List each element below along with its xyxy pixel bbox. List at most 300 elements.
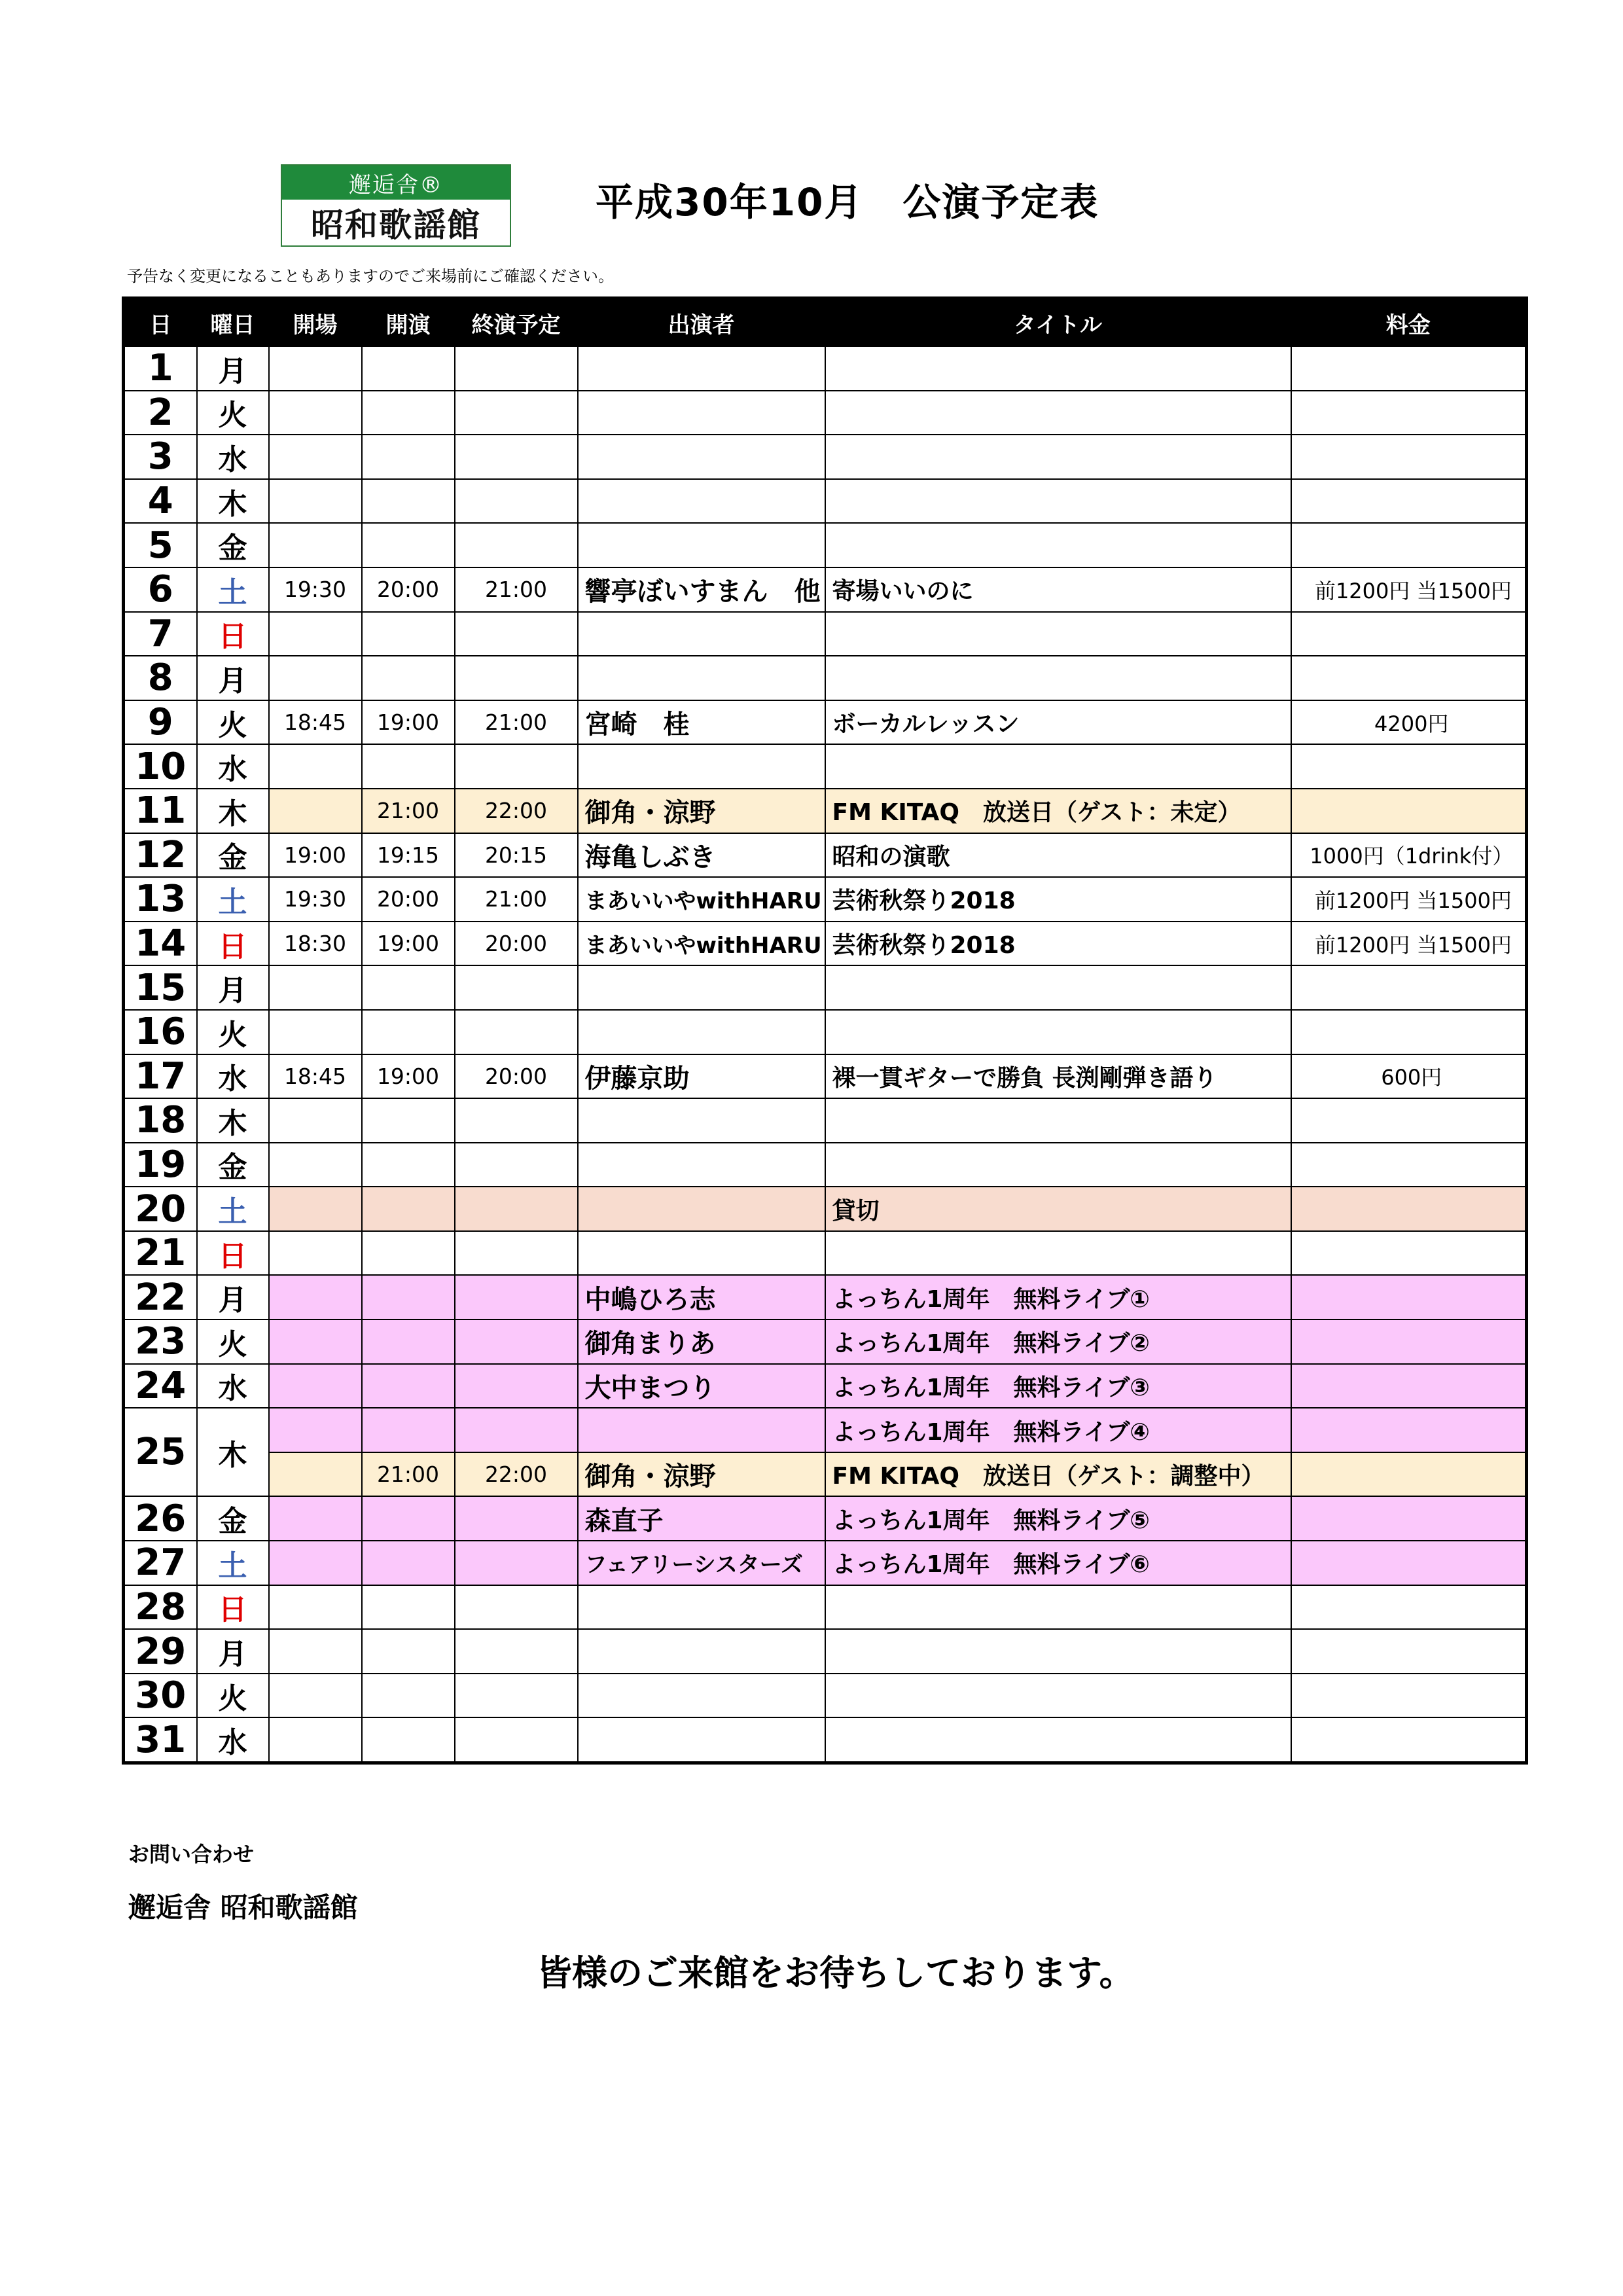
day-cell: 5 <box>124 523 197 567</box>
day-cell: 19 <box>124 1143 197 1187</box>
doors-cell: 19:00 <box>269 833 362 878</box>
fee-cell <box>1291 1319 1527 1364</box>
weekday-cell: 日 <box>197 922 269 966</box>
fee-cell <box>1291 1674 1527 1718</box>
table-row <box>124 789 1527 833</box>
weekday-cell: 月 <box>197 656 269 700</box>
day-cell: 2 <box>124 391 197 435</box>
day-cell: 31 <box>124 1717 197 1763</box>
start-cell <box>362 1010 455 1054</box>
doors-cell <box>269 1319 362 1364</box>
weekday-cell: 火 <box>197 700 269 745</box>
performer-cell: 宮崎 桂 <box>578 700 825 745</box>
day-cell: 6 <box>124 567 197 612</box>
fee-cell <box>1291 346 1527 391</box>
table-row <box>124 965 1527 1010</box>
day-cell: 20 <box>124 1187 197 1231</box>
start-cell <box>362 1275 455 1319</box>
end-cell: 20:00 <box>455 922 578 966</box>
start-cell <box>362 1231 455 1276</box>
doors-cell <box>269 435 362 479</box>
weekday-cell: 水 <box>197 435 269 479</box>
title-cell: 昭和の演歌 <box>825 833 1291 878</box>
doors-cell <box>269 1408 362 1452</box>
col-header-weekday: 曜日 <box>197 298 269 347</box>
closing-message: 皆様のご来館をお待ちしております。 <box>537 1952 1135 1994</box>
col-header-day: 日 <box>124 298 197 347</box>
weekday-cell: 水 <box>197 1364 269 1408</box>
contact-label: お問い合わせ <box>128 1842 255 1867</box>
table-row <box>124 435 1527 479</box>
end-cell <box>455 1275 578 1319</box>
table-row <box>124 1496 1527 1541</box>
start-cell: 19:00 <box>362 922 455 966</box>
change-notice: 予告なく変更になることもありますのでご来場前にご確認ください。 <box>127 267 614 285</box>
fee-cell <box>1291 479 1527 524</box>
start-cell <box>362 656 455 700</box>
performer-cell <box>578 435 825 479</box>
start-cell <box>362 1585 455 1630</box>
logo-top-text: 邂逅舎® <box>282 166 510 200</box>
table-row <box>124 1275 1527 1319</box>
table-row <box>124 1452 1527 1497</box>
end-cell: 21:00 <box>455 700 578 745</box>
end-cell <box>455 346 578 391</box>
title-cell <box>825 479 1291 524</box>
title-cell <box>825 612 1291 656</box>
doors-cell <box>269 1231 362 1276</box>
doors-cell <box>269 1364 362 1408</box>
table-row <box>124 1629 1527 1674</box>
doors-cell: 18:45 <box>269 1054 362 1099</box>
performer-cell: 中嶋ひろ志 <box>578 1275 825 1319</box>
end-cell <box>455 744 578 789</box>
start-cell <box>362 1717 455 1763</box>
start-cell: 20:00 <box>362 567 455 612</box>
title-cell <box>825 391 1291 435</box>
table-row <box>124 1364 1527 1408</box>
fee-cell <box>1291 744 1527 789</box>
title-cell: 裸一貫ギターで勝負 長渕剛弾き語り <box>825 1054 1291 1099</box>
start-cell <box>362 1187 455 1231</box>
start-cell <box>362 1364 455 1408</box>
performer-cell <box>578 479 825 524</box>
performer-cell <box>578 965 825 1010</box>
performer-cell <box>578 1143 825 1187</box>
doors-cell <box>269 965 362 1010</box>
schedule-table <box>122 296 1528 1765</box>
performer-cell <box>578 1717 825 1763</box>
end-cell <box>455 965 578 1010</box>
end-cell: 22:00 <box>455 1452 578 1497</box>
fee-cell: 4200円 <box>1291 700 1527 745</box>
doors-cell <box>269 1275 362 1319</box>
start-cell <box>362 479 455 524</box>
end-cell: 22:00 <box>455 789 578 833</box>
start-cell <box>362 1143 455 1187</box>
doors-cell: 18:30 <box>269 922 362 966</box>
weekday-cell: 金 <box>197 833 269 878</box>
doors-cell <box>269 612 362 656</box>
doors-cell <box>269 1629 362 1674</box>
table-row <box>124 1585 1527 1630</box>
end-cell <box>455 1098 578 1143</box>
fee-cell: 前1200円 当1500円 <box>1291 922 1527 966</box>
day-cell: 8 <box>124 656 197 700</box>
title-cell <box>825 1231 1291 1276</box>
end-cell <box>455 1629 578 1674</box>
table-row <box>124 877 1527 922</box>
end-cell <box>455 1408 578 1452</box>
performer-cell <box>578 1408 825 1452</box>
title-cell: よっちん1周年 無料ライブ⑤ <box>825 1496 1291 1541</box>
weekday-cell: 月 <box>197 1629 269 1674</box>
table-row <box>124 1054 1527 1099</box>
doors-cell <box>269 1187 362 1231</box>
weekday-cell: 土 <box>197 877 269 922</box>
doors-cell <box>269 1541 362 1585</box>
weekday-cell: 金 <box>197 1143 269 1187</box>
table-row <box>124 1717 1527 1763</box>
fee-cell <box>1291 789 1527 833</box>
start-cell <box>362 1098 455 1143</box>
weekday-cell: 木 <box>197 1408 269 1496</box>
performer-cell: 御角・涼野 <box>578 789 825 833</box>
table-row <box>124 922 1527 966</box>
end-cell <box>455 479 578 524</box>
performer-cell: 海亀しぶき <box>578 833 825 878</box>
day-cell: 14 <box>124 922 197 966</box>
weekday-cell: 水 <box>197 1054 269 1099</box>
title-cell: 貸切 <box>825 1187 1291 1231</box>
title-cell <box>825 656 1291 700</box>
col-header-title: タイトル <box>825 298 1291 347</box>
table-row <box>124 1010 1527 1054</box>
performer-cell <box>578 391 825 435</box>
end-cell <box>455 1143 578 1187</box>
col-header-performer: 出演者 <box>578 298 825 347</box>
fee-cell <box>1291 1231 1527 1276</box>
end-cell <box>455 656 578 700</box>
weekday-cell: 火 <box>197 1010 269 1054</box>
fee-cell <box>1291 612 1527 656</box>
start-cell <box>362 1496 455 1541</box>
title-cell <box>825 1629 1291 1674</box>
end-cell <box>455 1231 578 1276</box>
end-cell <box>455 1319 578 1364</box>
day-cell: 27 <box>124 1541 197 1585</box>
doors-cell <box>269 1717 362 1763</box>
start-cell: 20:00 <box>362 877 455 922</box>
title-cell <box>825 435 1291 479</box>
title-cell <box>825 965 1291 1010</box>
performer-cell <box>578 612 825 656</box>
end-cell <box>455 1717 578 1763</box>
title-cell: よっちん1周年 無料ライブ① <box>825 1275 1291 1319</box>
doors-cell <box>269 744 362 789</box>
end-cell <box>455 1364 578 1408</box>
day-cell: 11 <box>124 789 197 833</box>
title-cell <box>825 523 1291 567</box>
performer-cell: まあいいやwithHARU <box>578 922 825 966</box>
doors-cell <box>269 1010 362 1054</box>
end-cell <box>455 523 578 567</box>
title-cell: ボーカルレッスン <box>825 700 1291 745</box>
performer-cell <box>578 1010 825 1054</box>
end-cell <box>455 435 578 479</box>
weekday-cell: 金 <box>197 523 269 567</box>
day-cell: 18 <box>124 1098 197 1143</box>
performer-cell: まあいいやwithHARU <box>578 877 825 922</box>
fee-cell <box>1291 656 1527 700</box>
end-cell <box>455 1496 578 1541</box>
doors-cell <box>269 346 362 391</box>
logo-bottom-text: 昭和歌謡館 <box>311 206 481 244</box>
table-row <box>124 1674 1527 1718</box>
performer-cell <box>578 744 825 789</box>
performer-cell: 森直子 <box>578 1496 825 1541</box>
performer-cell: 御角・涼野 <box>578 1452 825 1497</box>
day-cell: 25 <box>124 1408 197 1496</box>
end-cell <box>455 1674 578 1718</box>
performer-cell <box>578 1187 825 1231</box>
day-cell: 7 <box>124 612 197 656</box>
doors-cell <box>269 523 362 567</box>
fee-cell <box>1291 391 1527 435</box>
end-cell <box>455 612 578 656</box>
start-cell: 19:15 <box>362 833 455 878</box>
page-title: 平成30年10月 公演予定表 <box>596 180 1099 224</box>
performer-cell: 御角まりあ <box>578 1319 825 1364</box>
doors-cell: 19:30 <box>269 567 362 612</box>
weekday-cell: 水 <box>197 744 269 789</box>
day-cell: 28 <box>124 1585 197 1630</box>
weekday-cell: 木 <box>197 479 269 524</box>
doors-cell <box>269 1585 362 1630</box>
table-row <box>124 1098 1527 1143</box>
performer-cell <box>578 346 825 391</box>
table-row <box>124 744 1527 789</box>
weekday-cell: 土 <box>197 1541 269 1585</box>
performer-cell: フェアリーシスターズ <box>578 1541 825 1585</box>
title-cell <box>825 1717 1291 1763</box>
day-cell: 16 <box>124 1010 197 1054</box>
weekday-cell: 土 <box>197 567 269 612</box>
end-cell: 20:15 <box>455 833 578 878</box>
doors-cell <box>269 1143 362 1187</box>
table-row <box>124 612 1527 656</box>
venue-logo <box>281 164 511 247</box>
title-cell: FM KITAQ 放送日（ゲスト：未定） <box>825 789 1291 833</box>
weekday-cell: 月 <box>197 965 269 1010</box>
table-row <box>124 656 1527 700</box>
table-row <box>124 1541 1527 1585</box>
table-row <box>124 833 1527 878</box>
table-row <box>124 391 1527 435</box>
table-row <box>124 1408 1527 1452</box>
performer-cell <box>578 1629 825 1674</box>
day-cell: 17 <box>124 1054 197 1099</box>
performer-cell: 響亭ぼいすまん 他 <box>578 567 825 612</box>
end-cell <box>455 1010 578 1054</box>
doors-cell: 19:30 <box>269 877 362 922</box>
title-cell <box>825 1674 1291 1718</box>
fee-cell <box>1291 1452 1527 1497</box>
title-cell: FM KITAQ 放送日（ゲスト：調整中） <box>825 1452 1291 1497</box>
performer-cell <box>578 1585 825 1630</box>
col-header-fee: 料金 <box>1291 298 1527 347</box>
fee-cell <box>1291 523 1527 567</box>
day-cell: 4 <box>124 479 197 524</box>
table-row <box>124 1231 1527 1276</box>
fee-cell <box>1291 965 1527 1010</box>
weekday-cell: 日 <box>197 612 269 656</box>
start-cell <box>362 346 455 391</box>
day-cell: 26 <box>124 1496 197 1541</box>
table-row <box>124 479 1527 524</box>
title-cell <box>825 1010 1291 1054</box>
day-cell: 30 <box>124 1674 197 1718</box>
end-cell <box>455 1541 578 1585</box>
start-cell <box>362 1629 455 1674</box>
doors-cell <box>269 1098 362 1143</box>
weekday-cell: 火 <box>197 1674 269 1718</box>
fee-cell: 600円 <box>1291 1054 1527 1099</box>
performer-cell <box>578 523 825 567</box>
fee-cell <box>1291 1585 1527 1630</box>
weekday-cell: 月 <box>197 1275 269 1319</box>
weekday-cell: 火 <box>197 1319 269 1364</box>
start-cell <box>362 612 455 656</box>
doors-cell: 18:45 <box>269 700 362 745</box>
start-cell: 21:00 <box>362 1452 455 1497</box>
start-cell <box>362 1674 455 1718</box>
table-row <box>124 567 1527 612</box>
day-cell: 23 <box>124 1319 197 1364</box>
performer-cell <box>578 656 825 700</box>
weekday-cell: 火 <box>197 391 269 435</box>
contact-name: 邂逅舎 昭和歌謡館 <box>128 1892 358 1924</box>
weekday-cell: 木 <box>197 789 269 833</box>
table-row <box>124 346 1527 391</box>
start-cell <box>362 1408 455 1452</box>
doors-cell <box>269 789 362 833</box>
title-cell <box>825 346 1291 391</box>
performer-cell: 大中まつり <box>578 1364 825 1408</box>
weekday-cell: 月 <box>197 346 269 391</box>
day-cell: 13 <box>124 877 197 922</box>
table-header-row <box>124 298 1527 347</box>
fee-cell <box>1291 1408 1527 1452</box>
performer-cell <box>578 1098 825 1143</box>
performer-cell <box>578 1231 825 1276</box>
title-cell: 芸術秋祭り2018 <box>825 877 1291 922</box>
day-cell: 15 <box>124 965 197 1010</box>
title-cell: よっちん1周年 無料ライブ④ <box>825 1408 1291 1452</box>
table-row <box>124 1319 1527 1364</box>
start-cell <box>362 965 455 1010</box>
fee-cell <box>1291 435 1527 479</box>
day-cell: 10 <box>124 744 197 789</box>
start-cell: 19:00 <box>362 1054 455 1099</box>
doors-cell <box>269 656 362 700</box>
day-cell: 3 <box>124 435 197 479</box>
fee-cell <box>1291 1143 1527 1187</box>
fee-cell <box>1291 1010 1527 1054</box>
day-cell: 1 <box>124 346 197 391</box>
fee-cell <box>1291 1098 1527 1143</box>
start-cell <box>362 1541 455 1585</box>
day-cell: 9 <box>124 700 197 745</box>
weekday-cell: 金 <box>197 1496 269 1541</box>
fee-cell <box>1291 1275 1527 1319</box>
table-row <box>124 700 1527 745</box>
doors-cell <box>269 1496 362 1541</box>
title-cell: 寄場いいのに <box>825 567 1291 612</box>
start-cell <box>362 435 455 479</box>
table-row <box>124 523 1527 567</box>
fee-cell <box>1291 1496 1527 1541</box>
fee-cell: 前1200円 当1500円 <box>1291 567 1527 612</box>
table-row <box>124 1187 1527 1231</box>
performer-cell: 伊藤京助 <box>578 1054 825 1099</box>
schedule-body <box>124 346 1527 1763</box>
title-cell: 芸術秋祭り2018 <box>825 922 1291 966</box>
day-cell: 21 <box>124 1231 197 1276</box>
day-cell: 29 <box>124 1629 197 1674</box>
title-cell <box>825 744 1291 789</box>
col-header-doors: 開場 <box>269 298 362 347</box>
fee-cell <box>1291 1364 1527 1408</box>
title-cell: よっちん1周年 無料ライブ② <box>825 1319 1291 1364</box>
title-cell <box>825 1143 1291 1187</box>
end-cell: 20:00 <box>455 1054 578 1099</box>
doors-cell <box>269 1452 362 1497</box>
start-cell <box>362 391 455 435</box>
performer-cell <box>578 1674 825 1718</box>
doors-cell <box>269 391 362 435</box>
end-cell: 21:00 <box>455 877 578 922</box>
weekday-cell: 土 <box>197 1187 269 1231</box>
fee-cell <box>1291 1629 1527 1674</box>
day-cell: 12 <box>124 833 197 878</box>
title-cell: よっちん1周年 無料ライブ⑥ <box>825 1541 1291 1585</box>
fee-cell: 前1200円 当1500円 <box>1291 877 1527 922</box>
start-cell <box>362 523 455 567</box>
fee-cell <box>1291 1187 1527 1231</box>
end-cell <box>455 1585 578 1630</box>
end-cell <box>455 1187 578 1231</box>
title-cell <box>825 1098 1291 1143</box>
start-cell <box>362 1319 455 1364</box>
weekday-cell: 木 <box>197 1098 269 1143</box>
weekday-cell: 水 <box>197 1717 269 1763</box>
fee-cell: 1000円（1drink付） <box>1291 833 1527 878</box>
start-cell: 21:00 <box>362 789 455 833</box>
start-cell: 19:00 <box>362 700 455 745</box>
doors-cell <box>269 479 362 524</box>
weekday-cell: 日 <box>197 1585 269 1630</box>
table-row <box>124 1143 1527 1187</box>
doors-cell <box>269 1674 362 1718</box>
fee-cell <box>1291 1717 1527 1763</box>
end-cell: 21:00 <box>455 567 578 612</box>
weekday-cell: 日 <box>197 1231 269 1276</box>
title-cell: よっちん1周年 無料ライブ③ <box>825 1364 1291 1408</box>
start-cell <box>362 744 455 789</box>
day-cell: 24 <box>124 1364 197 1408</box>
day-cell: 22 <box>124 1275 197 1319</box>
